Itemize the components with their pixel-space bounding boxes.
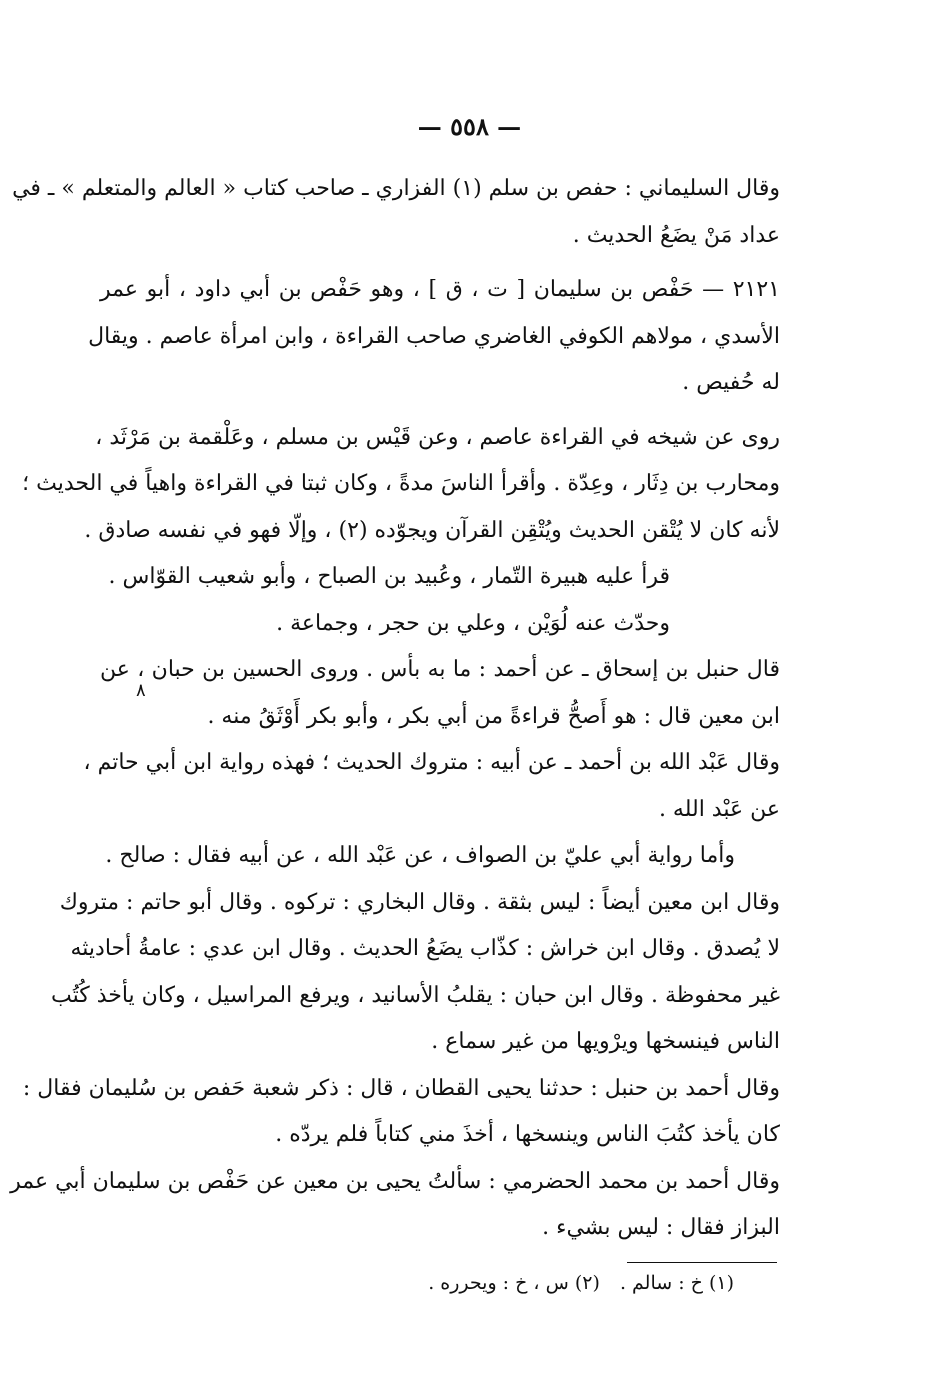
text-line: كان يأخذ كتُبَ الناس وينسخها ، أخذَ مني كتاباً فلم يردّه . bbox=[275, 1122, 780, 1147]
text-line: عداد مَنْ يضَعُ الحديث . bbox=[572, 222, 780, 248]
footnotes bbox=[414, 1272, 734, 1294]
text-line: وحدّث عنه لُوَيْن ، وعلي بن حجر ، وجماعة . bbox=[276, 610, 670, 636]
main-text bbox=[10, 166, 780, 1252]
text-line: وقال عَبْد الله بن أحمد ـ عن أبيه : متروك الحديث ؛ فهذه رواية ابن أبي حاتم ، bbox=[83, 750, 780, 775]
text-line: وقال ابن معين أيضاً : ليس بثقة . وقال البخاري : تركوه . وقال أبو حاتم : متروك bbox=[59, 889, 780, 915]
text-line: وقال السليماني : حفص بن سلم (١) الفزاري ـ صاحب كتاب « العالم والمتعلم » ـ في bbox=[12, 176, 780, 201]
text-line: وأما رواية أبي عليّ بن الصواف ، عن عَبْد الله ، عن أبيه فقال : صالح . bbox=[105, 843, 735, 868]
page-number: — ٥٥٨ — bbox=[417, 112, 522, 141]
entry-heading-line: ٢١٢١ — حَفْص بن سليمان [ ت ، ق ] ، وهو حَفْص بن أبي داود ، أبو عمر bbox=[100, 277, 780, 302]
text-line: وقال أحمد بن حنبل : حدثنا يحيى القطان ، قال : ذكر شعبة حَفص بن سُليمان فقال : bbox=[22, 1075, 780, 1101]
text-line: لا يُصدق . وقال ابن خراش : كذّاب يضَعُ الحديث . وقال ابن عدي : عامةُ أحاديثه bbox=[70, 936, 780, 961]
footnote-2: (٢) س ، خ : ويحرره . bbox=[428, 1272, 600, 1294]
footnote-1: (١) خ : سالم . bbox=[619, 1272, 734, 1294]
text-line: غير محفوظة . وقال ابن حبان : يقلبُ الأسانيد ، ويرفع المراسيل ، وكان يأخذ كُتُب bbox=[51, 982, 780, 1008]
margin-marker: ٨ bbox=[136, 680, 146, 701]
text-line: عن عَبْد الله . bbox=[658, 796, 780, 822]
text-line: البزاز فقال : ليس بشيء . bbox=[542, 1215, 780, 1240]
text-line: ابن معين قال : هو أَصحُّ قراءةً من أبي بكر ، وأبو بكر أَوْثَقُ منه . bbox=[207, 703, 780, 729]
text-line: روى عن شيخه في القراءة عاصم ، وعن قَيْس بن مسلم ، وعَلْقمة بن مَرْثَد ، bbox=[95, 424, 780, 450]
text-line: له حُفيص . bbox=[682, 370, 780, 395]
text-line: وقال أحمد بن محمد الحضرمي : سألتُ يحيى بن معين عن حَفْص بن سليمان أبي عمر bbox=[10, 1168, 780, 1194]
text-line: لأنه كان لا يُتْقن الحديث ويُتْقِن القرآن ويجوّده (٢) ، وإلّا فهو في نفسه صادق . bbox=[84, 517, 780, 543]
text-line: ومحارب بن دِثَار ، وعِدّة . وأقرأ الناسَ مدةً ، وكان ثبتا في القراءة واهياً في الحديث ؛ bbox=[22, 471, 780, 496]
footnote-divider bbox=[627, 1262, 777, 1263]
text-line: قرأ عليه هبيرة التّمار ، وعُبيد بن الصباح ، وأبو شعيب القوّاس . bbox=[108, 564, 670, 589]
text-line: الناس فينسخها ويرْويها من غير سماع . bbox=[431, 1029, 780, 1054]
text-line: قال حنبل بن إسحاق ـ عن أحمد : ما به بأس . وروى الحسين بن حبان ، عن bbox=[100, 657, 780, 682]
text-line: الأسدي ، مولاهم الكوفي الغاضري صاحب القراءة ، وابن امرأة عاصم . ويقال bbox=[88, 323, 780, 349]
